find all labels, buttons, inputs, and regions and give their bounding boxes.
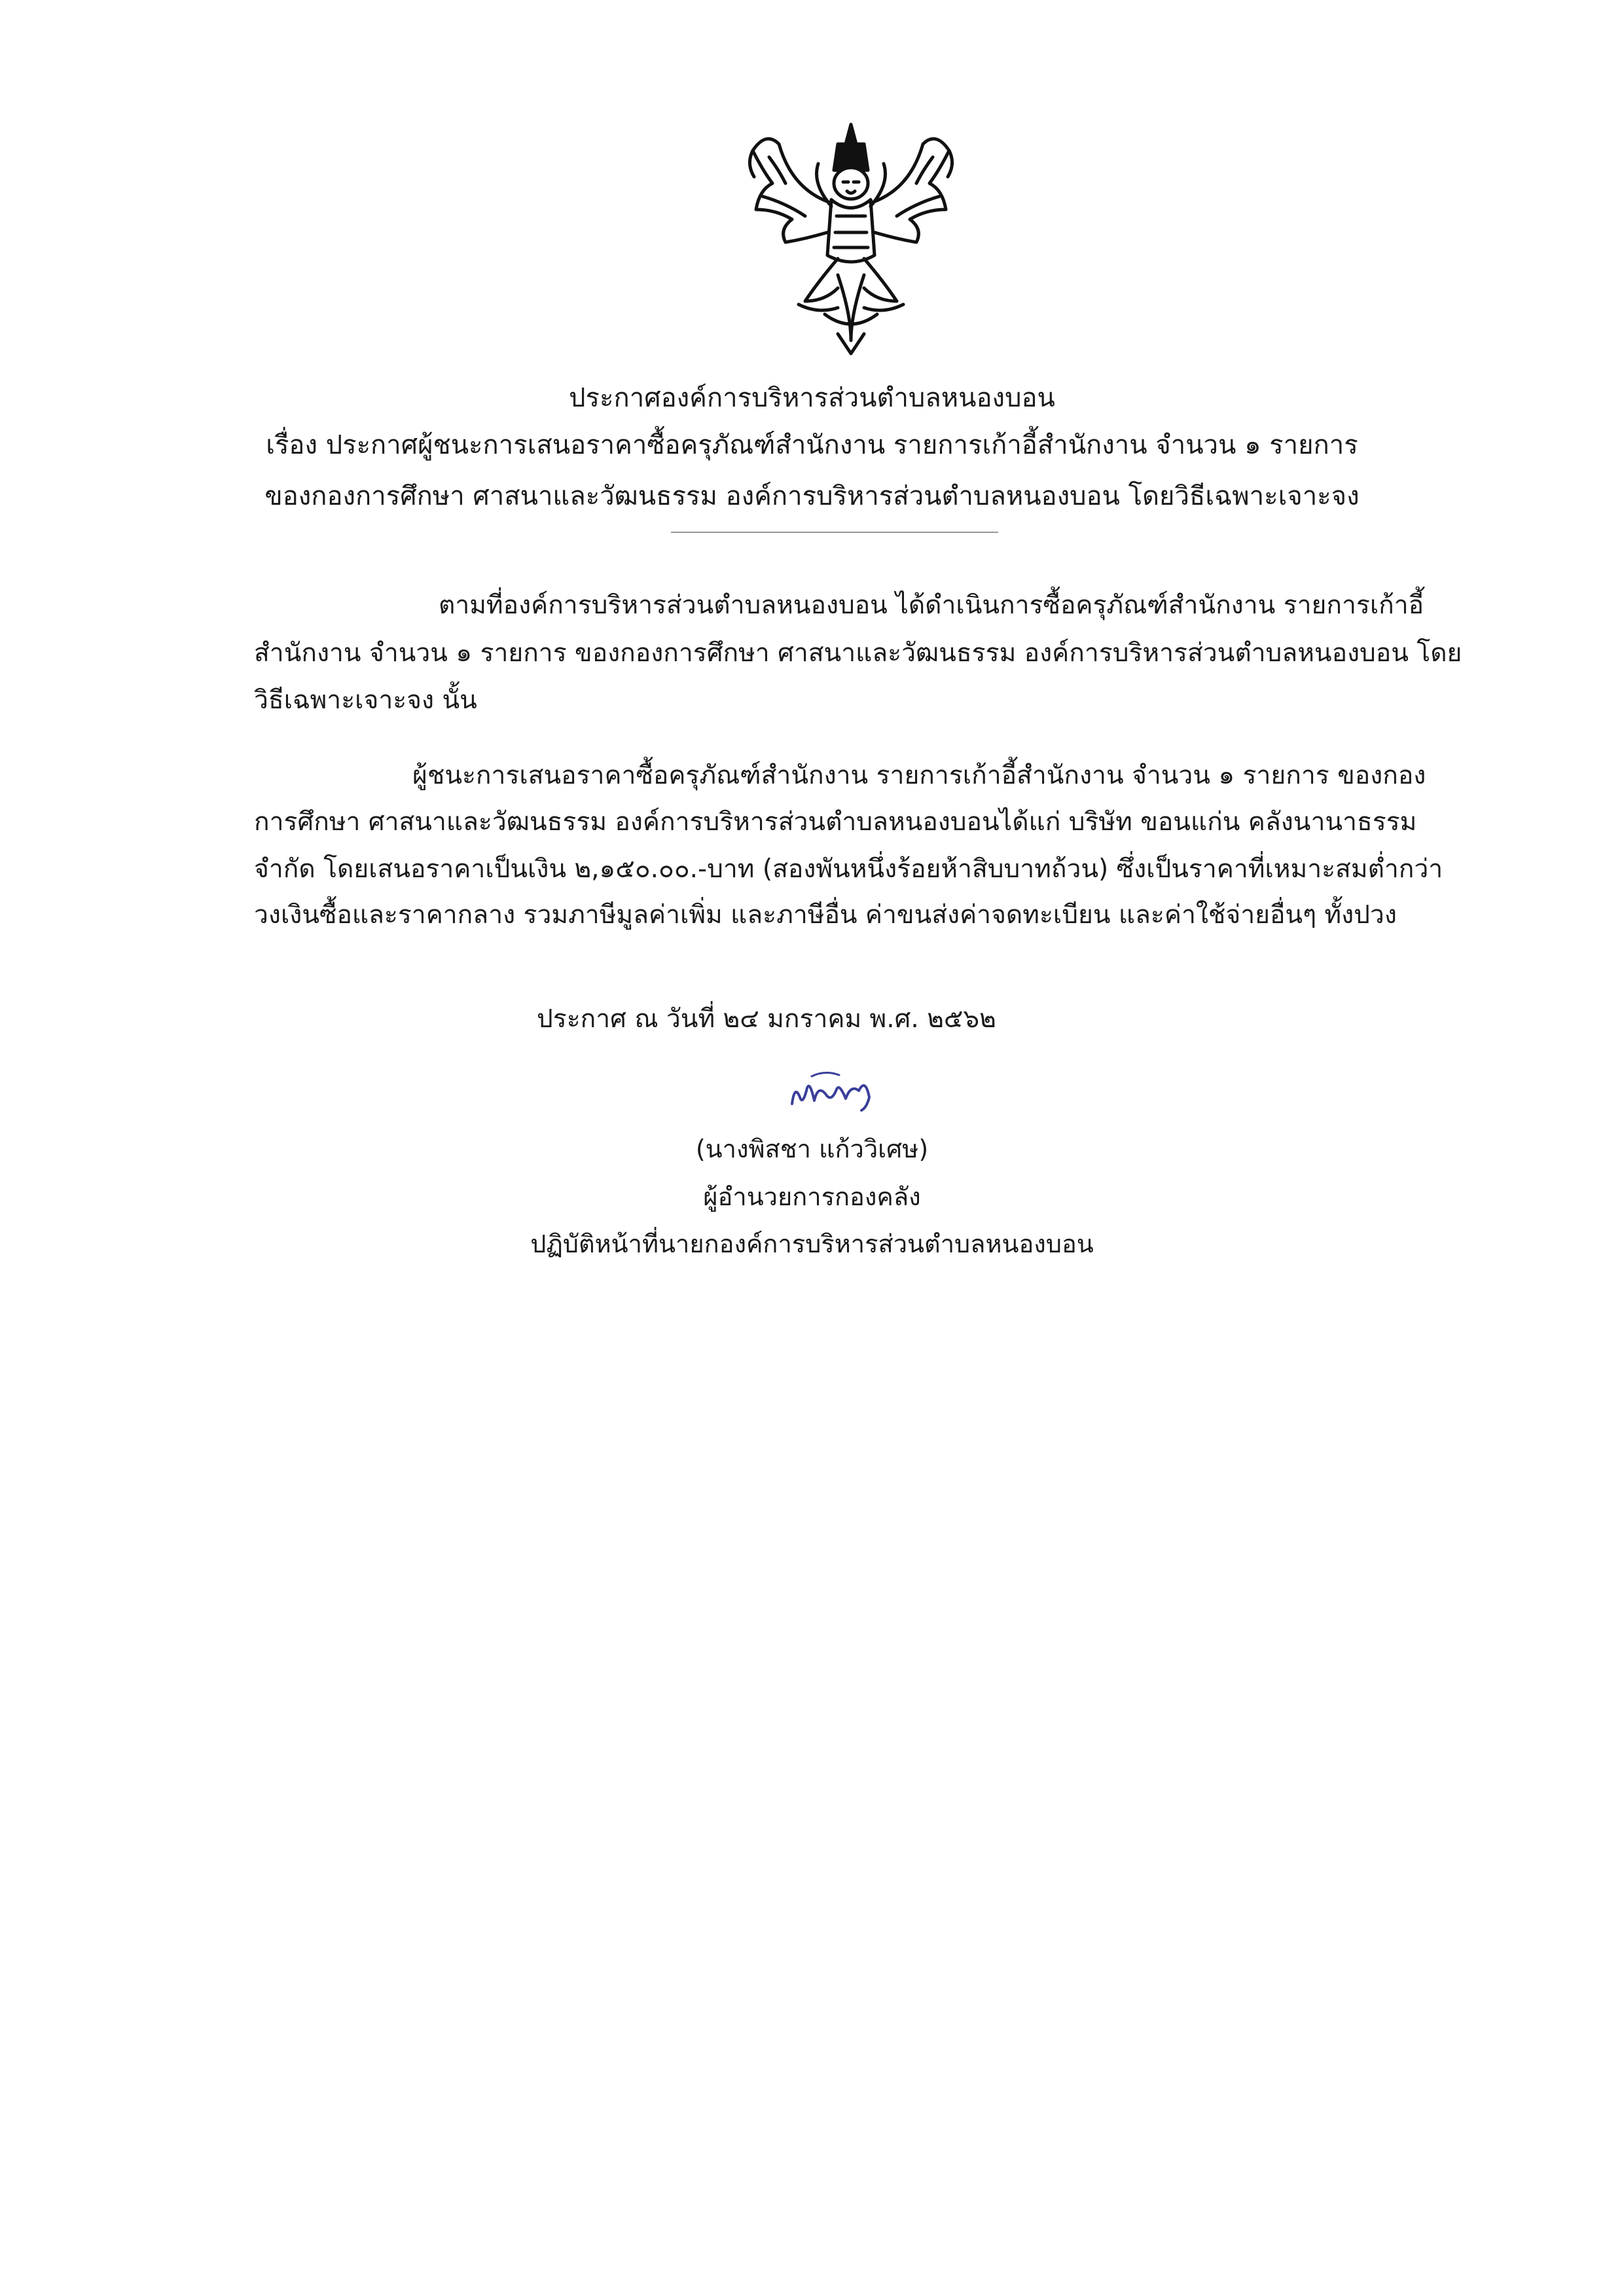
handwritten-signature [785,1065,877,1117]
paragraph2-line: ผู้ชนะการเสนอราคาซื้อครุภัณฑ์สำนักงาน รายการเก้าอี้สำนักงาน จำนวน ๑ รายการ ของกอง [412,761,1426,790]
paragraph2-line: วงเงินซื้อและราคากลาง รวมภาษีมูลค่าเพิ่ม และภาษีอื่น ค่าขนส่งค่าจดทะเบียน และค่าใช้จ่ายอื่นๆ ทั้งปวง [254,900,1397,930]
paragraph1-line: วิธีเฉพาะเจาะจง นั้น [254,685,477,715]
paragraph1-line: ตามที่องค์การบริหารส่วนตำบลหนองบอน ได้ดำเนินการซื้อครุภัณฑ์สำนักงาน รายการเก้าอี้ [439,591,1424,620]
paragraph1-line: สำนักงาน จำนวน ๑ รายการ ของกองการศึกษา ศาสนาและวัฒนธรรม องค์การบริหารส่วนตำบลหนองบอน โดย [254,638,1462,668]
title-divider [671,532,998,533]
garuda-emblem-icon [740,118,962,360]
signer-position: ผู้อำนวยการกองคลัง [703,1182,921,1211]
announcement-subject-continued: ของกองการศึกษา ศาสนาและวัฒนธรรม องค์การบริหารส่วนตำบลหนองบอน โดยวิธีเฉพาะเจาะจง [264,481,1360,511]
signer-name: (นางพิสชา แก้ววิเศษ) [695,1135,929,1163]
announcement-title: ประกาศองค์การบริหารส่วนตำบลหนองบอน [569,383,1055,413]
paragraph2-line: การศึกษา ศาสนาและวัฒนธรรม องค์การบริหารส่วนตำบลหนองบอนได้แก่ บริษัท ขอนแก่น คลังนานาธรรม [254,807,1417,837]
signer-acting-role: ปฏิบัติหน้าที่นายกองค์การบริหารส่วนตำบลหนองบอน [530,1230,1094,1258]
paragraph2-line: จำกัด โดยเสนอราคาเป็นเงิน ๒,๑๕๐.๐๐.-บาท (สองพันหนึ่งร้อยห้าสิบบาทถ้วน) ซึ่งเป็นราคาที่เหมาะสมต่ำกว่า [254,854,1443,884]
announcement-subject: เรื่อง ประกาศผู้ชนะการเสนอราคาซื้อครุภัณฑ์สำนักงาน รายการเก้าอี้สำนักงาน จำนวน ๑ รายการ [266,430,1358,460]
announcement-date: ประกาศ ณ วันที่ ๒๔ มกราคม พ.ศ. ๒๕๖๒ [537,1004,996,1034]
